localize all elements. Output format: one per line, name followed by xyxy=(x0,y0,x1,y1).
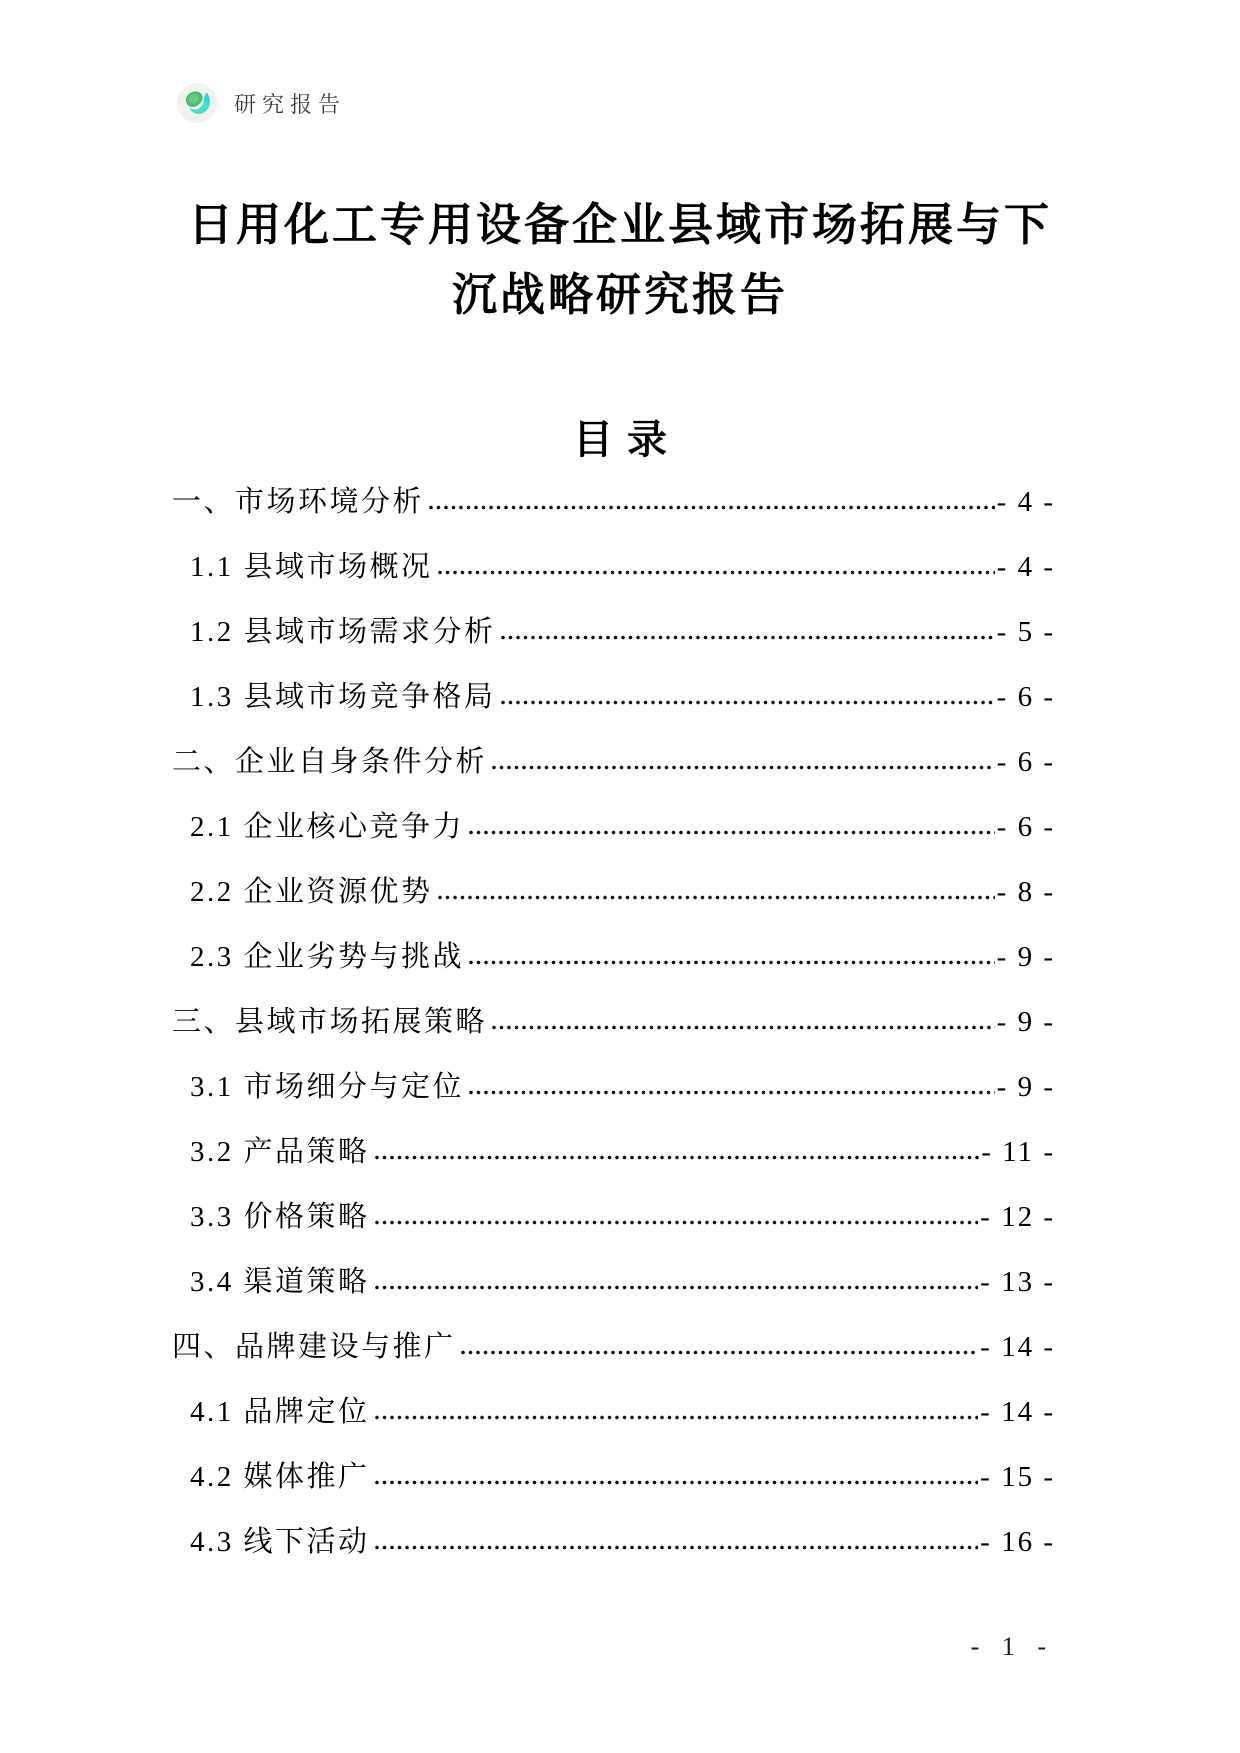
report-title-line2: 沉战略研究报告 xyxy=(451,269,788,320)
toc-entry[interactable] xyxy=(172,1250,1055,1315)
toc-entry-label: 3.1 市场细分与定位 xyxy=(190,1071,465,1103)
toc-leader-dots xyxy=(374,1479,979,1486)
toc-entry-label: 2.1 企业核心竞争力 xyxy=(190,811,465,843)
brand xyxy=(176,82,346,124)
toc-entry-page-number: - 13 - xyxy=(980,1266,1055,1298)
toc-entry[interactable] xyxy=(172,795,1055,860)
toc-leader-dots xyxy=(374,1414,979,1421)
toc-leader-dots xyxy=(468,959,995,966)
toc-entry-label: 4.1 品牌定位 xyxy=(190,1396,370,1428)
toc-entry-label: 2.2 企业资源优势 xyxy=(190,876,433,908)
toc-leader-dots xyxy=(491,1024,995,1031)
toc-entry-label: 一、市场环境分析 xyxy=(172,486,425,518)
toc-entry-label: 1.3 县域市场竞争格局 xyxy=(190,681,496,713)
toc-entry-label: 4.2 媒体推广 xyxy=(190,1461,370,1493)
toc-leader-dots xyxy=(374,1219,979,1226)
toc-entry-label: 3.4 渠道策略 xyxy=(190,1266,370,1298)
toc-entry[interactable] xyxy=(172,1120,1055,1185)
report-title xyxy=(120,190,1120,330)
toc-entry[interactable] xyxy=(172,665,1055,730)
toc-leader-dots xyxy=(460,1349,979,1356)
toc-entry[interactable] xyxy=(172,535,1055,600)
toc xyxy=(172,470,1055,1575)
toc-leader-dots xyxy=(374,1544,979,1551)
toc-leader-dots xyxy=(491,764,995,771)
toc-entry[interactable] xyxy=(172,1380,1055,1445)
toc-entry[interactable] xyxy=(172,925,1055,990)
toc-leader-dots xyxy=(500,699,995,706)
toc-entry-label: 四、品牌建设与推广 xyxy=(172,1331,456,1363)
footer-page-number: - 1 - xyxy=(970,1632,1054,1661)
toc-entry[interactable] xyxy=(172,1315,1055,1380)
toc-leader-dots xyxy=(374,1154,980,1161)
toc-entry-page-number: - 15 - xyxy=(980,1461,1055,1493)
toc-entry-label: 三、县域市场拓展策略 xyxy=(172,1006,488,1038)
toc-heading: 目录 xyxy=(573,418,681,462)
toc-entry-label: 3.2 产品策略 xyxy=(190,1136,370,1168)
toc-entry[interactable] xyxy=(172,1055,1055,1120)
toc-entry-page-number: - 6 - xyxy=(996,681,1055,713)
toc-leader-dots xyxy=(437,894,995,901)
toc-entry-page-number: - 9 - xyxy=(996,941,1055,973)
toc-entry[interactable] xyxy=(172,1510,1055,1575)
toc-entry-page-number: - 8 - xyxy=(996,876,1055,908)
toc-entry-page-number: - 5 - xyxy=(996,616,1055,648)
toc-leader-dots xyxy=(428,504,995,511)
toc-entry[interactable] xyxy=(172,600,1055,665)
toc-entry-label: 4.3 线下活动 xyxy=(190,1526,370,1558)
toc-entry[interactable] xyxy=(172,860,1055,925)
toc-entry-page-number: - 9 - xyxy=(996,1006,1055,1038)
toc-entry-page-number: - 12 - xyxy=(980,1201,1055,1233)
toc-entry[interactable] xyxy=(172,1185,1055,1250)
toc-entry-label: 3.3 价格策略 xyxy=(190,1201,370,1233)
brand-text: 研究报告 xyxy=(234,91,347,117)
toc-entry-label: 二、企业自身条件分析 xyxy=(172,746,488,778)
toc-entry[interactable] xyxy=(172,470,1055,535)
toc-entry-page-number: - 4 - xyxy=(996,551,1055,583)
toc-entry-page-number: - 14 - xyxy=(980,1396,1055,1428)
toc-entry-page-number: - 6 - xyxy=(996,746,1055,778)
toc-entry-label: 1.2 县域市场需求分析 xyxy=(190,616,496,648)
toc-entry-page-number: - 4 - xyxy=(996,486,1055,518)
report-title-line1: 日用化工专用设备企业县域市场拓展与下 xyxy=(187,199,1052,250)
toc-entry-page-number: - 9 - xyxy=(996,1071,1055,1103)
toc-entry[interactable] xyxy=(172,730,1055,795)
toc-leader-dots xyxy=(468,829,995,836)
toc-entry-label: 1.1 县域市场概况 xyxy=(190,551,433,583)
toc-entry-page-number: - 11 - xyxy=(981,1136,1055,1168)
toc-entry[interactable] xyxy=(172,990,1055,1055)
toc-entry-label: 2.3 企业劣势与挑战 xyxy=(190,941,465,973)
toc-entry-page-number: - 14 - xyxy=(980,1331,1055,1363)
toc-entry[interactable] xyxy=(172,1445,1055,1510)
toc-leader-dots xyxy=(468,1089,995,1096)
toc-entry-page-number: - 6 - xyxy=(996,811,1055,843)
toc-leader-dots xyxy=(500,634,995,641)
toc-leader-dots xyxy=(437,569,995,576)
brand-logo-icon xyxy=(176,82,218,124)
toc-entry-page-number: - 16 - xyxy=(980,1526,1055,1558)
toc-leader-dots xyxy=(374,1284,979,1291)
